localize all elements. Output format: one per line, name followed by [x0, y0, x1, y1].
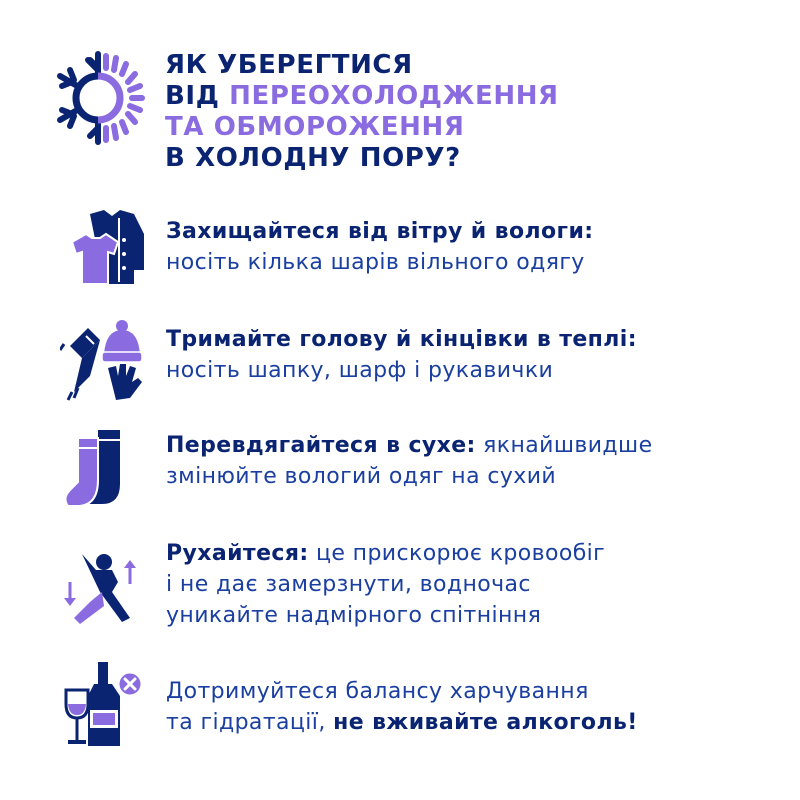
title-line-4: В ХОЛОДНУ ПОРУ?: [165, 143, 461, 173]
tip-item-dry-clothes: [0, 418, 800, 508]
tip-heading: Захищайтеся від вітру й вологи:: [166, 219, 594, 244]
tip-line-2: та гідратації, не вживайте алкоголь!: [166, 710, 638, 735]
tip-text: [166, 538, 605, 631]
tip-line-1: Рухайтеся: це прискорює кровообіг: [166, 541, 606, 566]
no-alcohol-icon: [60, 660, 150, 750]
tip-heading: Перевдягайтеся в сухе:: [166, 433, 476, 458]
tip-item-nutrition: [0, 660, 800, 750]
tip-text: [166, 216, 593, 278]
tip-item-accessories: [0, 310, 800, 400]
tip-warning: не вживайте алкоголь!: [333, 710, 638, 735]
tip-line-1: [166, 324, 637, 355]
tip-text: [166, 676, 638, 738]
tip-text: [166, 324, 637, 386]
tip-line-2: змінюйте вологий одяг на сухий: [166, 464, 557, 489]
tip-line-2: і не дає замерзнути, водночас: [166, 572, 531, 597]
title-accent: ПЕРЕОХОЛОДЖЕННЯ: [229, 81, 559, 111]
title-line-1: ЯК УБЕРЕГТИСЯ: [165, 50, 413, 80]
header: [0, 0, 800, 200]
tip-line-1: Дотримуйтеся балансу харчування: [166, 679, 589, 704]
title-line-3: ТА ОБМОРОЖЕННЯ: [165, 112, 465, 142]
tip-line-2: носіть шапку, шарф і рукавички: [166, 358, 554, 383]
tip-heading: Рухайтеся:: [166, 541, 309, 566]
tip-line-1: Перевдягайтеся в сухе: якнайшвидше: [166, 433, 653, 458]
tip-item-clothing: [0, 200, 800, 290]
tip-line-1: [166, 216, 593, 247]
page-title: [165, 50, 559, 174]
title-line-2: ВІД ПЕРЕОХОЛОДЖЕННЯ: [165, 81, 559, 111]
snowflake-sun-icon: [48, 48, 148, 148]
clothing-layers-icon: [60, 204, 150, 294]
tip-line-2: носіть кілька шарів вільного одягу: [166, 250, 585, 275]
tip-text: [166, 430, 653, 492]
tip-item-exercise: [0, 528, 800, 638]
exercise-icon: [60, 540, 150, 630]
tip-line-3: уникайте надмірного спітніння: [166, 603, 542, 628]
socks-icon: [60, 424, 150, 514]
hat-scarf-gloves-icon: [60, 316, 150, 406]
tip-heading: Тримайте голову й кінцівки в теплі:: [166, 327, 637, 352]
